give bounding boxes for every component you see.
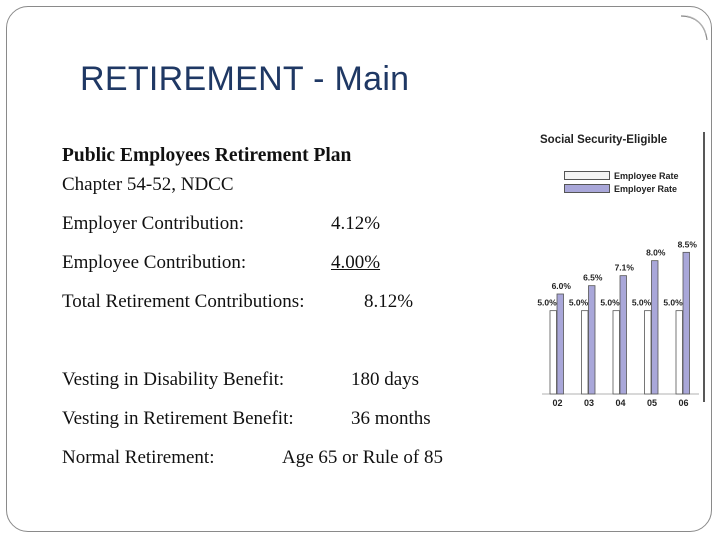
vesting-retirement-label: Vesting in Retirement Benefit: — [62, 408, 294, 429]
data-label-employer-06: 8.5% — [677, 239, 697, 250]
normal-retirement-label: Normal Retirement: — [62, 447, 215, 468]
chart-title: Social Security-Eligible — [540, 134, 668, 146]
vesting-disability-label: Vesting in Disability Benefit: — [62, 369, 285, 390]
total-contributions-label: Total Retirement Contributions: — [62, 291, 305, 312]
employer-contribution-value: 4.12% — [331, 213, 381, 234]
data-label-employee-02: 5.0% — [537, 297, 557, 308]
data-label-employee-05: 5.0% — [631, 297, 652, 308]
legend-label-employee: Employee Rate — [614, 171, 679, 181]
bar-employer-04 — [620, 276, 627, 394]
bar-employer-05 — [652, 261, 659, 394]
data-label-employee-04: 5.0% — [600, 297, 620, 308]
data-label-employee-03: 5.0% — [568, 297, 589, 308]
x-tick-label-02: 02 — [552, 398, 563, 408]
employee-contribution-value: 4.00% — [331, 252, 381, 273]
x-tick-label-03: 03 — [583, 398, 595, 408]
plan-heading: Public Employees Retirement Plan — [62, 145, 352, 166]
total-contributions-value: 8.12% — [364, 291, 414, 312]
bar-employee-03 — [582, 311, 589, 394]
employer-contribution-label: Employer Contribution: — [62, 213, 245, 234]
x-tick-label-06: 06 — [678, 398, 689, 408]
data-label-employer-04: 7.1% — [614, 262, 634, 273]
data-label-employer-05: 8.0% — [646, 247, 666, 258]
bar-chart — [524, 126, 714, 416]
bar-employee-06 — [676, 311, 683, 394]
vesting-disability-value: 180 days — [351, 369, 420, 390]
page-title: RETIREMENT - Main — [80, 60, 410, 98]
bar-employee-02 — [550, 311, 557, 394]
x-tick-label-05: 05 — [646, 398, 658, 408]
normal-retirement-value: Age 65 or Rule of 85 — [282, 447, 443, 468]
bar-employee-05 — [645, 311, 652, 394]
bar-employer-03 — [589, 286, 596, 394]
plan-chapter: Chapter 54-52, NDCC — [62, 174, 234, 195]
data-label-employee-06: 5.0% — [663, 297, 683, 308]
employee-contribution-label: Employee Contribution: — [62, 252, 247, 273]
chart-panel — [524, 126, 714, 416]
data-label-employer-02: 6.0% — [551, 281, 571, 291]
corner-curl-icon — [679, 14, 709, 44]
data-label-employer-03: 6.5% — [583, 272, 603, 283]
vesting-retirement-value: 36 months — [351, 408, 431, 429]
x-tick-label-04: 04 — [615, 398, 626, 408]
bar-employer-02 — [557, 294, 564, 394]
legend-label-employer: Employer Rate — [614, 184, 678, 194]
bar-employer-06 — [683, 252, 690, 394]
bar-employee-04 — [613, 311, 620, 394]
